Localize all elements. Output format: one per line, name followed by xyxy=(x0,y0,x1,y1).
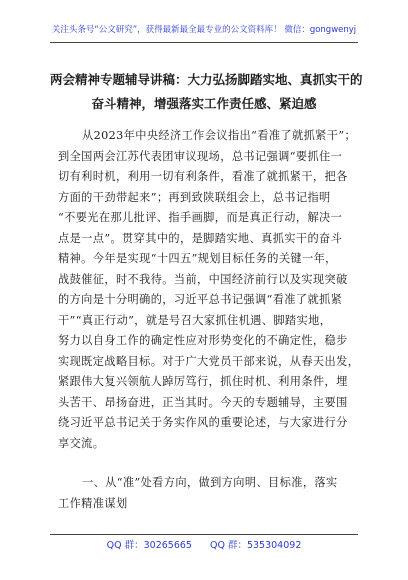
section-line: 工作精准谋划 xyxy=(58,496,128,510)
section-line: 一、从“准”处看方向，做到方向明、目标准，落实 xyxy=(82,476,338,489)
section-heading xyxy=(58,473,352,514)
body-line: 的方向是十分明确的，习近平总书记强调“看准了就抓紧 xyxy=(58,293,343,306)
body-line: 方面的干劲带起来”；再到致陕联组会上，总书记指明 xyxy=(58,190,331,204)
body-line: 到全国两会江苏代表团审议现场，总书记强调“要抓住一 xyxy=(58,149,343,163)
header-banner: 关注头条号“公文研究”，获得最新最全最专业的公文资料库！ 微信：gongwenyj xyxy=(51,25,357,35)
document-title xyxy=(50,68,363,116)
body-paragraph xyxy=(58,126,360,454)
footer xyxy=(0,537,408,551)
body-line: 努力以自身工作的确定性应对形势变化的不确定性，稳步 xyxy=(58,334,348,347)
footer-qq-group-2: QQ 群：535304092 xyxy=(209,540,302,551)
body-line: 干”“真正行动”，就是号召大家抓住机遇、脚踏实地， xyxy=(58,313,332,327)
body-line: 紧跟伟大复兴领航人踔厉笃行，抓住时机、利用条件，埋 xyxy=(58,375,348,388)
body-line: 战鼓催征，时不我待。当前，中国经济前行以及实现突破 xyxy=(58,272,348,286)
body-line: 精神。今年是实现“十四五”规划目标任务的关键一年， xyxy=(58,252,337,265)
header-rule xyxy=(50,42,358,43)
title-line: 奋斗精神，增强落实工作责任感、紧迫感 xyxy=(91,96,317,111)
footer-qq-group-1: QQ 群：30265665 xyxy=(106,540,192,551)
body-line: 点是一点”。贯穿其中的，是脚踏实地、真抓实干的奋斗 xyxy=(58,231,343,245)
footer-rule xyxy=(50,534,358,535)
title-line: 两会精神专题辅导讲稿：大力弘扬脚踏实地、真抓实干的 xyxy=(50,72,363,87)
body-line: 切有利时机，利用一切有利条件，看准了就抓紧干，把各 xyxy=(58,170,348,183)
body-line: 从2023年中央经济工作会议指出“看准了就抓紧干”； xyxy=(82,129,357,142)
body-line: “不要光在那儿批评、指手画脚，而是真正行动，解决一 xyxy=(58,211,343,224)
body-line: 实现既定战略目标。对于广大党员干部来说，从春天出发， xyxy=(58,354,360,368)
body-line: 绕习近平总书记关于务实作风的重要论述，与大家进行分 xyxy=(58,416,348,429)
body-line: 享交流。 xyxy=(58,436,105,450)
body-line: 头苦干、昂扬奋进，正当其时。今天的专题辅导，主要围 xyxy=(58,395,348,409)
